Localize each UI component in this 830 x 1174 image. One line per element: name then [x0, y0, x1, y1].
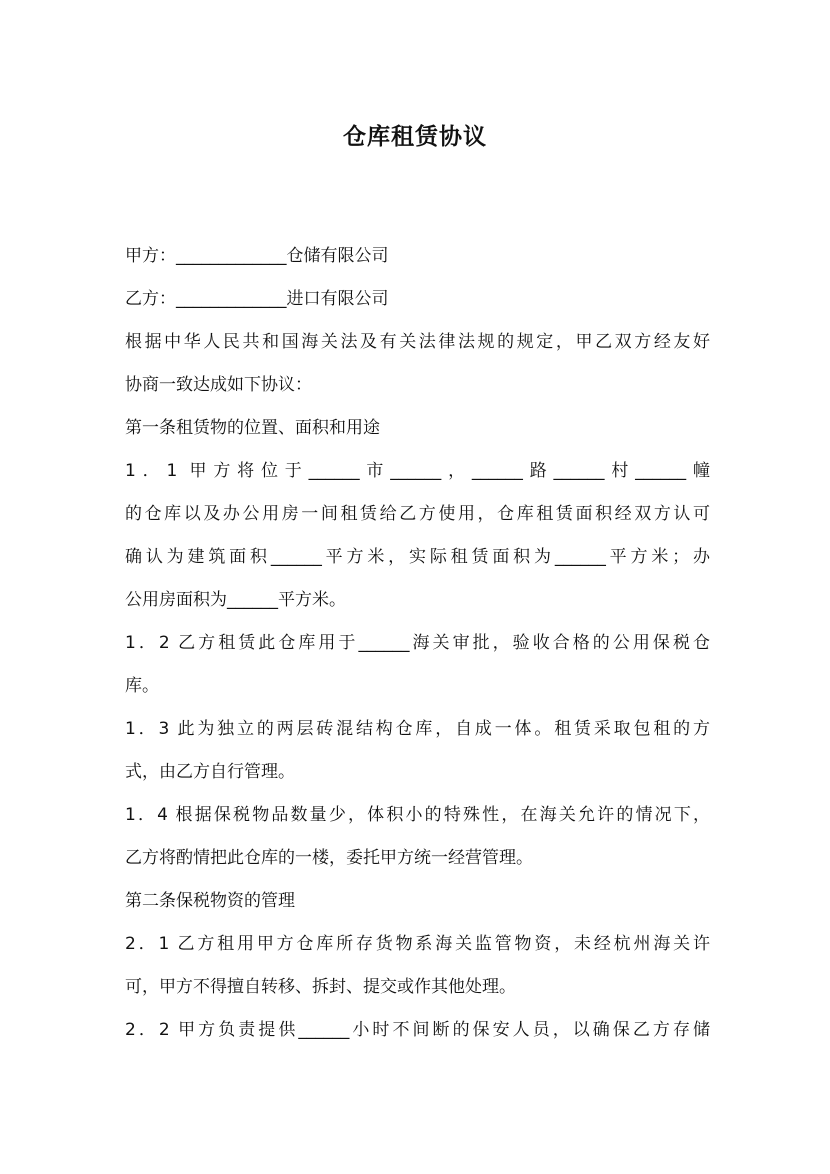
paragraph-line: 根据中华人民共和国海关法及有关法律法规的规定，甲乙双方经友好 [125, 332, 710, 352]
section-heading: 第一条租赁物的位置、面积和用途 [125, 418, 380, 438]
party-a-line: 甲方：_____________仓储有限公司 [125, 246, 389, 266]
section-heading: 第二条保税物资的管理 [125, 891, 295, 911]
paragraph-line: 库。 [125, 676, 159, 696]
paragraph-line: 的仓库以及办公用房一间租赁给乙方使用，仓库租赁面积经双方认可 [125, 504, 710, 524]
paragraph-line: 1．4 根据保税物品数量少，体积小的特殊性，在海关允许的情况下， [125, 805, 710, 825]
paragraph-line: 1．1 甲方将位于______市______，______路______村______幢 [125, 461, 710, 481]
paragraph-line: 可，甲方不得擅自转移、拆封、提交或作其他处理。 [125, 977, 516, 997]
paragraph-line: 公用房面积为______平方米。 [125, 590, 346, 610]
paragraph-line: 协商一致达成如下协议： [125, 375, 312, 395]
party-b-line: 乙方：_____________进口有限公司 [125, 289, 389, 309]
paragraph-line: 1．2 乙方租赁此仓库用于______海关审批，验收合格的公用保税仓 [125, 633, 710, 653]
paragraph-line: 2．2 甲方负责提供______小时不间断的保安人员，以确保乙方存储 [125, 1020, 710, 1040]
paragraph-line: 乙方将酌情把此仓库的一楼，委托甲方统一经营管理。 [125, 848, 533, 868]
paragraph-line: 2．1 乙方租用甲方仓库所存货物系海关监管物资，未经杭州海关许 [125, 934, 710, 954]
paragraph-line: 式，由乙方自行管理。 [125, 762, 295, 782]
paragraph-line: 1．3 此为独立的两层砖混结构仓库，自成一体。租赁采取包租的方 [125, 719, 710, 739]
document-title: 仓库租赁协议 [343, 124, 487, 150]
document-body [125, 235, 710, 1052]
paragraph-line: 确认为建筑面积______平方米，实际租赁面积为______平方米；办 [125, 547, 710, 567]
